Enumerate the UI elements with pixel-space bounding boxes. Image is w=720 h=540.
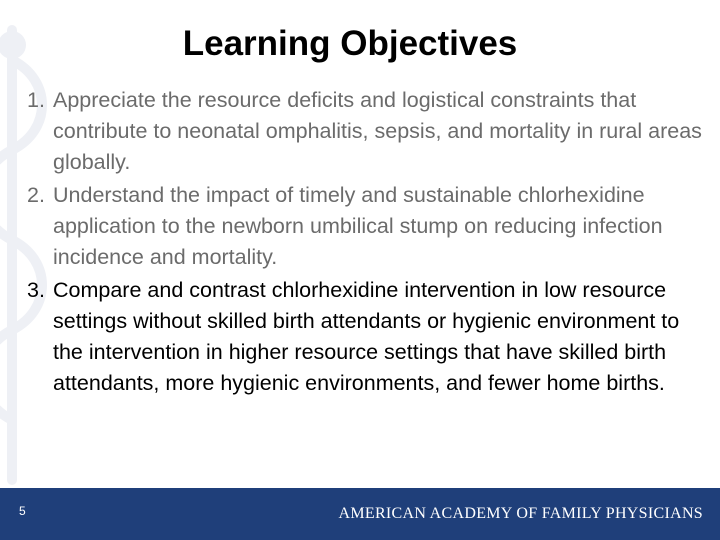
footer-bar xyxy=(0,488,720,540)
objective-item-1 xyxy=(27,85,707,178)
slide-title: Learning Objectives xyxy=(182,24,518,63)
objective-text: Understand the impact of timely and sustainable chlorhexidine application to the newborn umbilical stump on reducing infection incidence and mortality. xyxy=(53,183,663,269)
objectives-list xyxy=(27,85,707,401)
organization-name: AMERICAN ACADEMY OF FAMILY PHYSICIANS xyxy=(338,505,703,522)
objective-item-2 xyxy=(27,180,707,273)
objective-number: 1. xyxy=(27,88,45,112)
objective-number: 3. xyxy=(27,278,45,302)
objective-text: Compare and contrast chlorhexidine intervention in low resource settings without skilled birth attendants or hygienic environment to the intervention in higher resource settings that have skilled birth attendants, more hygienic environments, and fewer home births. xyxy=(53,278,680,395)
page-number: 5 xyxy=(19,504,26,518)
objective-item-3 xyxy=(27,275,707,399)
objective-text: Appreciate the resource deficits and logistical constraints that contribute to neonatal omphalitis, sepsis, and mortality in rural areas globally. xyxy=(53,88,702,174)
objective-number: 2. xyxy=(27,183,45,207)
